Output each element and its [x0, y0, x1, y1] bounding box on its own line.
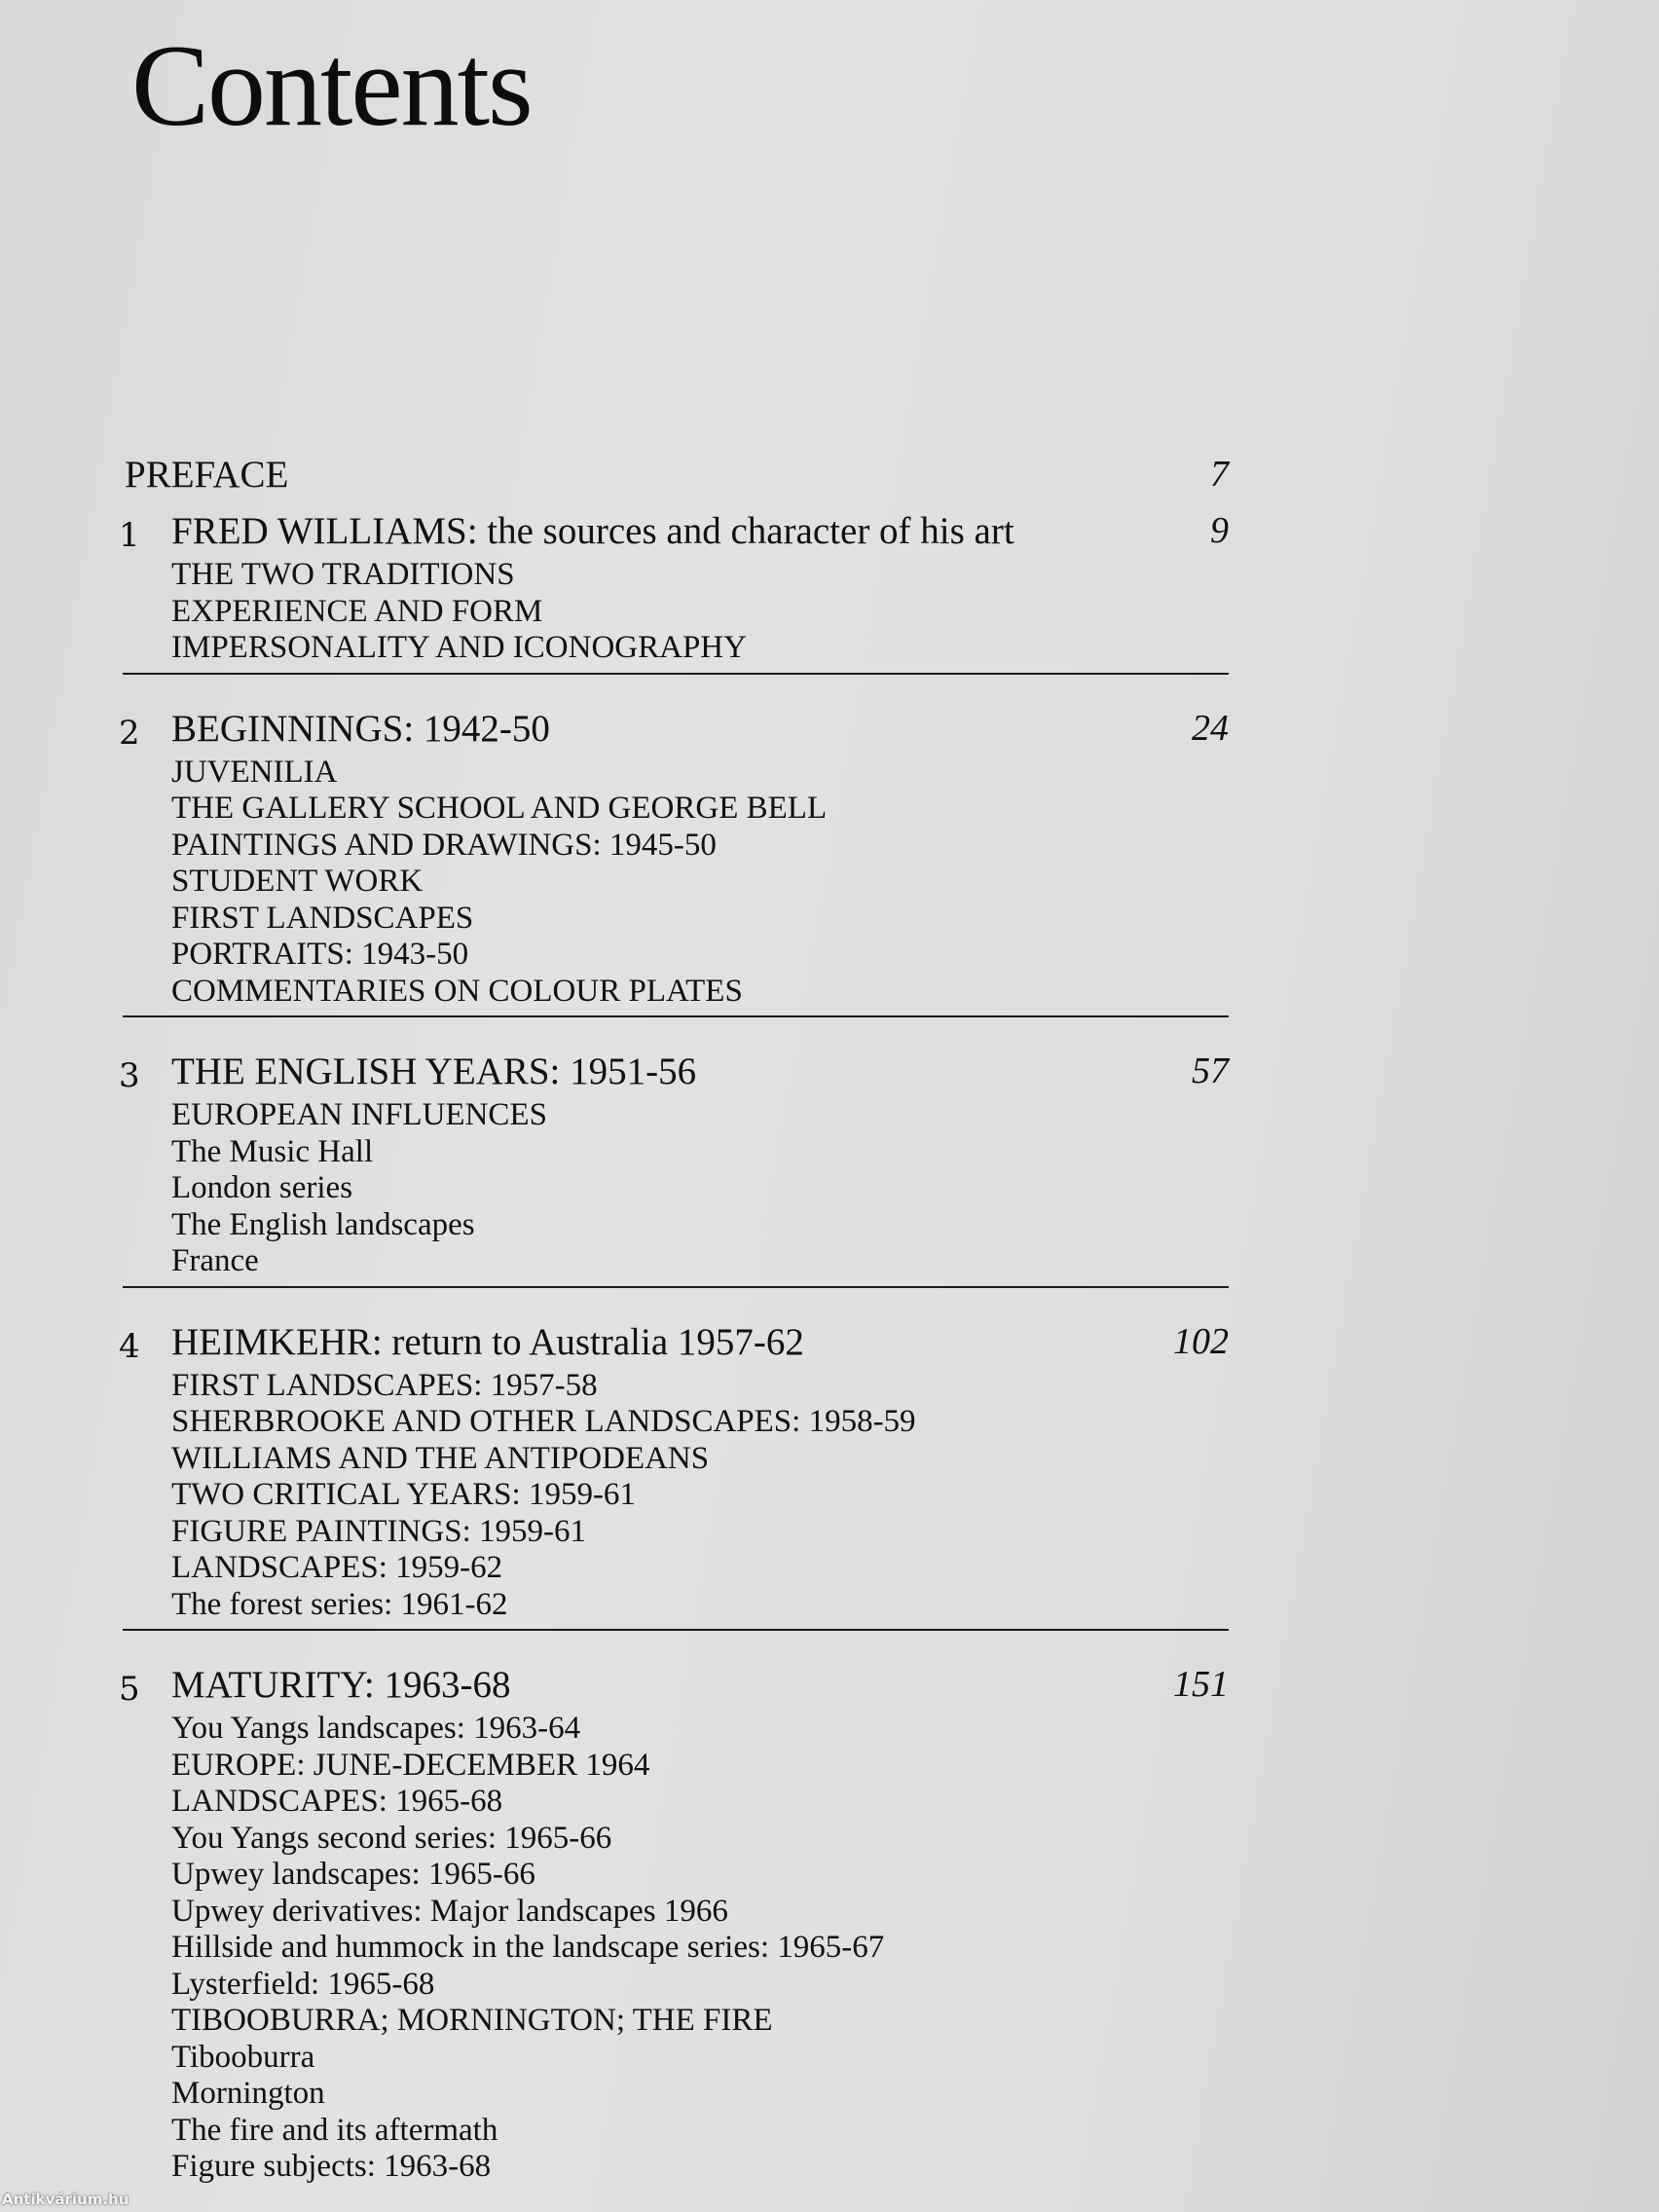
subsection-item[interactable]: FIRST LANDSCAPES: 1957-58 — [171, 1367, 598, 1403]
subsection-item[interactable]: EXPERIENCE AND FORM — [171, 593, 543, 629]
chapter-divider — [123, 1629, 1229, 1631]
chapter-page-number: 102 — [1173, 1320, 1229, 1362]
subsection-item[interactable]: Upwey landscapes: 1965-66 — [171, 1857, 535, 1892]
subsection-item[interactable]: COMMENTARIES ON COLOUR PLATES — [171, 973, 743, 1009]
subsection-item[interactable]: IMPERSONALITY AND ICONOGRAPHY — [171, 630, 747, 665]
chapter-divider — [123, 1015, 1229, 1017]
table-of-contents — [119, 450, 1229, 2186]
subsection-item[interactable]: Figure subjects: 1963-68 — [171, 2149, 492, 2184]
subsection-item[interactable]: TWO CRITICAL YEARS: 1959-61 — [171, 1477, 636, 1512]
chapter-entry[interactable] — [119, 506, 1229, 675]
subsection-item[interactable]: Upwey derivatives: Major landscapes 1966 — [171, 1893, 728, 1929]
chapter-page-number: 24 — [1192, 707, 1229, 749]
subsection-item[interactable]: WILLIAMS AND THE ANTIPODEANS — [171, 1440, 710, 1476]
subsection-item[interactable]: FIGURE PAINTINGS: 1959-61 — [171, 1513, 586, 1549]
subsection-item[interactable]: You Yangs second series: 1965-66 — [171, 1820, 612, 1856]
chapter-heading: FRED WILLIAMS: the sources and character of his art — [171, 510, 1014, 552]
subsection-item[interactable]: THE GALLERY SCHOOL AND GEORGE BELL — [171, 791, 828, 826]
subsection-item[interactable]: EUROPEAN INFLUENCES — [171, 1097, 547, 1132]
chapter-number: 1 — [119, 516, 140, 555]
subsection-item[interactable]: You Yangs landscapes: 1963-64 — [171, 1711, 581, 1746]
watermark: Antikvárium.hu — [2, 2191, 129, 2208]
subsection-item[interactable]: THE TWO TRADITIONS — [171, 557, 515, 592]
subsection-item[interactable]: JUVENILIA — [171, 754, 338, 790]
chapter-number: 3 — [119, 1056, 140, 1095]
preface-entry[interactable] — [119, 450, 1229, 500]
chapter-divider — [123, 1286, 1229, 1288]
chapter-heading: BEGINNINGS: 1942-50 — [171, 707, 550, 750]
page-title: Contents — [131, 20, 532, 150]
chapter-heading: MATURITY: 1963-68 — [171, 1664, 511, 1706]
chapter-entry[interactable] — [119, 1660, 1229, 2186]
chapter-number: 4 — [119, 1326, 140, 1366]
chapter-page-number: 151 — [1173, 1664, 1229, 1705]
preface-page-number: 7 — [1210, 454, 1229, 495]
subsection-item[interactable]: The forest series: 1961-62 — [171, 1586, 508, 1622]
subsection-item[interactable]: PORTRAITS: 1943-50 — [171, 937, 469, 972]
subsection-item[interactable]: Lysterfield: 1965-68 — [171, 1966, 435, 2002]
subsection-item[interactable]: Hillside and hummock in the landscape series: 1965-67 — [171, 1930, 885, 1965]
subsection-item[interactable]: The English landscapes — [171, 1206, 475, 1242]
subsection-item[interactable]: France — [171, 1243, 259, 1278]
subsection-item[interactable]: The fire and its aftermath — [171, 2112, 498, 2148]
chapter-page-number: 9 — [1210, 510, 1229, 551]
chapter-heading: HEIMKEHR: return to Australia 1957-62 — [171, 1320, 804, 1363]
chapter-heading: THE ENGLISH YEARS: 1951-56 — [171, 1051, 697, 1092]
chapter-number: 2 — [119, 713, 140, 753]
subsection-item[interactable]: STUDENT WORK — [171, 864, 424, 899]
subsection-item[interactable]: The Music Hall — [171, 1133, 374, 1169]
subsection-list — [119, 1711, 1229, 2186]
chapter-entry[interactable] — [119, 1317, 1229, 1632]
chapter-page-number: 57 — [1192, 1051, 1229, 1091]
preface-label: PREFACE — [125, 454, 289, 496]
subsection-item[interactable]: EUROPE: JUNE-DECEMBER 1964 — [171, 1747, 650, 1783]
subsection-list — [119, 1097, 1229, 1280]
subsection-list — [119, 557, 1229, 667]
chapter-entry[interactable] — [119, 1047, 1229, 1288]
subsection-item[interactable]: FIRST LANDSCAPES — [171, 900, 474, 936]
subsection-list — [119, 1368, 1229, 1624]
subsection-item[interactable]: TIBOOBURRA; MORNINGTON; THE FIRE — [171, 2003, 773, 2038]
subsection-list — [119, 755, 1229, 1011]
subsection-item[interactable]: Tibooburra — [171, 2039, 315, 2075]
chapter-entry[interactable] — [119, 704, 1229, 1018]
subsection-item[interactable]: Mornington — [171, 2076, 325, 2111]
subsection-item[interactable]: SHERBROOKE AND OTHER LANDSCAPES: 1958-59 — [171, 1404, 916, 1439]
subsection-item[interactable]: LANDSCAPES: 1965-68 — [171, 1784, 503, 1819]
chapter-number: 5 — [119, 1670, 140, 1709]
chapter-divider — [123, 673, 1229, 675]
subsection-item[interactable]: LANDSCAPES: 1959-62 — [171, 1550, 503, 1585]
subsection-item[interactable]: London series — [171, 1170, 353, 1205]
subsection-item[interactable]: PAINTINGS AND DRAWINGS: 1945-50 — [171, 827, 717, 863]
